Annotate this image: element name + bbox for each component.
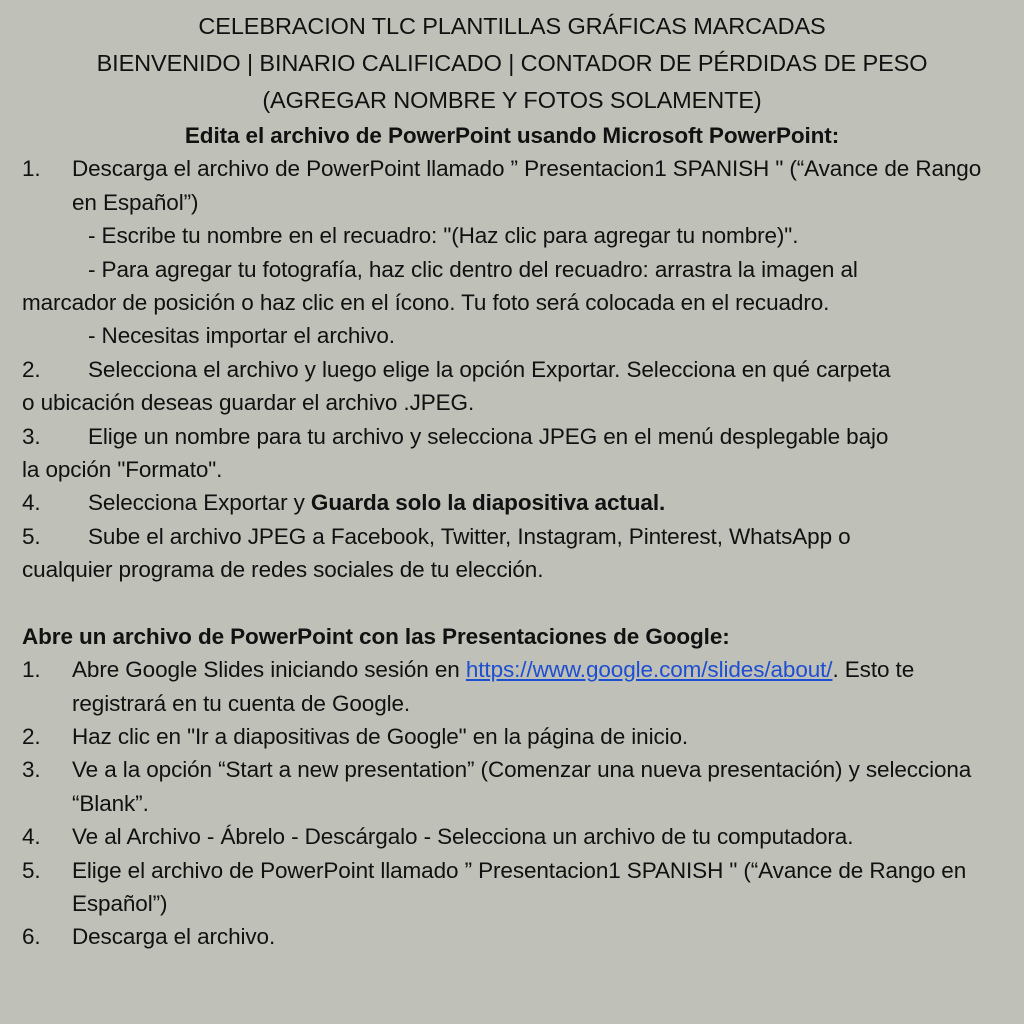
item-number: 3. — [22, 757, 41, 783]
section1-sub-3: - Necesitas importar el archivo. — [88, 323, 395, 349]
item-number: 5. — [22, 857, 41, 883]
step-text-bold: Guarda solo la diapositiva actual. — [310, 490, 666, 516]
title-line-2: BIENVENIDO | BINARIO CALIFICADO | CONTADOR DE PÉRDIDAS DE PESO — [96, 50, 928, 76]
step-text: Descarga el archivo de PowerPoint llamado ” Presentacion1 SPANISH " (“Avance de Rango en Español”) — [72, 156, 982, 215]
step-number: 2. — [22, 356, 41, 382]
item-number: 1. — [22, 657, 41, 683]
section1-step-3-continued: la opción "Formato". — [22, 457, 223, 483]
item-text: Ve al Archivo - Ábrelo - Descárgalo - Selecciona un archivo de tu computadora. — [72, 824, 854, 850]
step-text: Selecciona el archivo y luego elige la opción Exportar. Selecciona en qué carpeta — [88, 356, 891, 382]
spacer — [22, 587, 1002, 620]
step-text — [88, 486, 1002, 519]
item-number: 4. — [22, 824, 41, 850]
step-text-plain: Selecciona Exportar y — [88, 490, 311, 516]
section2-heading: Abre un archivo de PowerPoint con las Presentaciones de Google: — [22, 623, 730, 649]
step-number: 1. — [22, 156, 41, 182]
item-text-pre: Abre Google Slides iniciando sesión en — [72, 657, 466, 683]
section2-item-5 — [22, 854, 1002, 921]
section1-sub-1: - Escribe tu nombre en el recuadro: "(Haz clic para agregar tu nombre)". — [88, 223, 799, 249]
section1-heading: Edita el archivo de PowerPoint usando Microsoft PowerPoint: — [184, 123, 840, 148]
section1-step-5 — [22, 520, 1002, 553]
item-text-post: . Esto te registrará en tu cuenta de Google. — [72, 657, 915, 716]
section1-sub-2: - Para agregar tu fotografía, haz clic dentro del recuadro: arrastra la imagen al — [88, 256, 858, 282]
item-text — [72, 653, 1002, 720]
section2-item-1 — [22, 653, 1002, 720]
section1-sub-2-continued: marcador de posición o haz clic en el ícono. Tu foto será colocada en el recuadro. — [22, 290, 830, 316]
section1-step-2 — [22, 353, 1002, 386]
section1-step-2-continued: o ubicación deseas guardar el archivo .JPEG. — [22, 390, 475, 416]
item-text: Ve a la opción “Start a new presentation” (Comenzar una nueva presentación) y selecciona “Blank”. — [72, 757, 972, 816]
section2-item-6 — [22, 920, 1002, 953]
section2-item-2 — [22, 720, 1002, 753]
section1-step-1 — [22, 152, 1002, 219]
item-number: 2. — [22, 723, 41, 749]
section1-step-3 — [22, 420, 1002, 453]
title-line-3: (AGREGAR NOMBRE Y FOTOS SOLAMENTE) — [262, 87, 762, 113]
step-number: 5. — [22, 523, 41, 549]
section2-item-4 — [22, 820, 1002, 853]
title-line-1: CELEBRACION TLC PLANTILLAS GRÁFICAS MARCADAS — [198, 13, 826, 39]
item-text: Elige el archivo de PowerPoint llamado ” Presentacion1 SPANISH " (“Avance de Rango en Español”) — [72, 857, 967, 916]
title-block — [22, 8, 1002, 119]
step-text: Elige un nombre para tu archivo y selecciona JPEG en el menú desplegable bajo — [88, 423, 889, 449]
item-text: Descarga el archivo. — [72, 924, 276, 950]
step-number: 3. — [22, 423, 41, 449]
google-slides-link[interactable]: https://www.google.com/slides/about/ — [465, 657, 833, 683]
step-number: 4. — [22, 490, 41, 516]
item-number: 6. — [22, 924, 41, 950]
section1-step-5-continued: cualquier programa de redes sociales de tu elección. — [22, 557, 544, 583]
section2-item-3 — [22, 753, 1002, 820]
step-text: Sube el archivo JPEG a Facebook, Twitter, Instagram, Pinterest, WhatsApp o — [88, 523, 851, 549]
item-text: Haz clic en "Ir a diapositivas de Google" en la página de inicio. — [72, 723, 689, 749]
section1-step-4 — [22, 486, 1002, 519]
